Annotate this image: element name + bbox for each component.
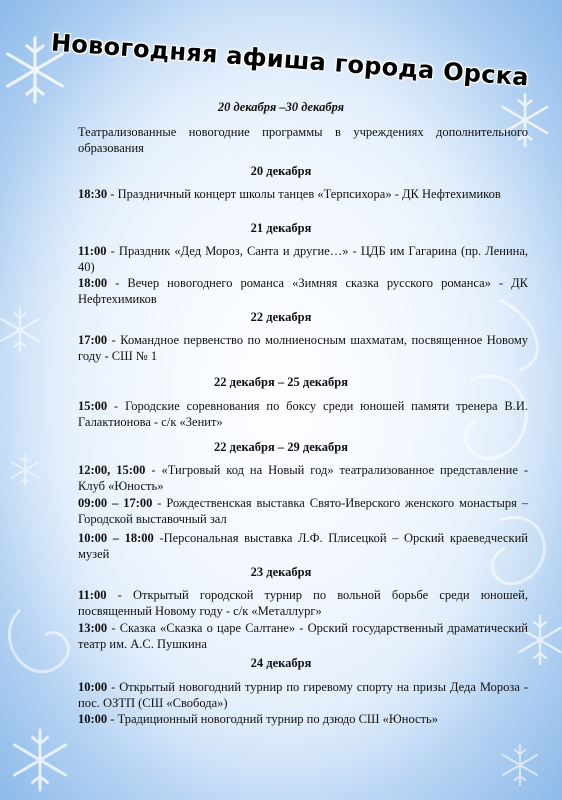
event-item	[78, 711, 528, 727]
page-title: Новогодняя афиша города Орска	[50, 28, 530, 92]
event-text: - Праздничный концерт школы танцев «Терпсихора» - ДК Нефтехимиков	[107, 187, 501, 201]
event-item	[78, 398, 528, 430]
intro-text: Театрализованные новогодние программы в учреждениях дополнительного образования	[78, 125, 528, 155]
day-heading: 21 декабря	[250, 221, 312, 235]
event-time: 11:00	[78, 588, 107, 602]
event-item	[78, 679, 528, 711]
event-text: - Рождественская выставка Свято-Иверского женского монастыря – Городской выставочный зал	[78, 496, 529, 526]
event-text: - Открытый новогодний турнир по гиревому спорту на призы Деда Мороза - пос. ОЗТП (СШ «Свобода»)	[78, 680, 528, 710]
event-text: - «Тигровый код на Новый год» театрализованное представление - Клуб «Юность»	[78, 463, 528, 493]
event-item	[78, 332, 528, 364]
event-item	[78, 530, 528, 562]
event-item	[78, 243, 528, 275]
event-time: 13:00	[78, 621, 108, 635]
event-text: - Командное первенство по молниеносным шахматам, посвященное Новому году - СШ № 1	[78, 333, 528, 363]
event-time: 10:00 – 18:00	[78, 531, 154, 545]
event-text: - Традиционный новогодний турнир по дзюдо СШ «Юность»	[107, 712, 438, 726]
event-time: 09:00 – 17:00	[78, 496, 153, 510]
event-item	[78, 495, 528, 527]
event-text: - Вечер новогоднего романса «Зимняя сказка русского романса» - ДК Нефтехимиков	[78, 276, 528, 306]
day-heading: 23 декабря	[250, 565, 312, 579]
day-heading: 24 декабря	[250, 656, 312, 670]
event-time: 18:00	[78, 276, 108, 290]
event-text: - Сказка «Сказка о царе Салтане» - Орский государственный драматический театр им. А.С. Пушкина	[78, 621, 528, 651]
event-time: 11:00	[78, 244, 107, 258]
event-time: 10:00	[78, 712, 108, 726]
event-time: 10:00	[78, 680, 108, 694]
event-item	[78, 620, 528, 652]
event-item	[78, 186, 528, 202]
event-item	[78, 275, 528, 307]
event-item	[78, 587, 528, 619]
event-text: - Праздник «Дед Мороз, Санта и другие…» - ЦДБ им Гагарина (пр. Ленина, 40)	[78, 244, 528, 274]
event-time: 15:00	[78, 399, 108, 413]
period-subtitle: 20 декабря –30 декабря	[217, 100, 345, 114]
day-heading: 20 декабря	[250, 164, 312, 178]
event-text: -Персональная выставка Л.Ф. Плисецкой – Орский краеведческий музей	[78, 531, 528, 561]
event-text: - Открытый городской турнир по вольной борьбе среди юношей, посвященный Новому году - с/к «Металлург»	[78, 588, 528, 618]
day-heading: 22 декабря – 29 декабря	[214, 440, 348, 454]
day-heading: 22 декабря	[250, 310, 312, 324]
event-text: - Городские соревнования по боксу среди юношей памяти тренера В.И. Галактионова - с/к «Зенит»	[78, 399, 528, 429]
event-item	[78, 462, 528, 494]
event-time: 18:30	[78, 187, 108, 201]
day-heading: 22 декабря – 25 декабря	[214, 375, 348, 389]
event-time: 17:00	[78, 333, 108, 347]
event-time: 12:00, 15:00	[78, 463, 146, 477]
